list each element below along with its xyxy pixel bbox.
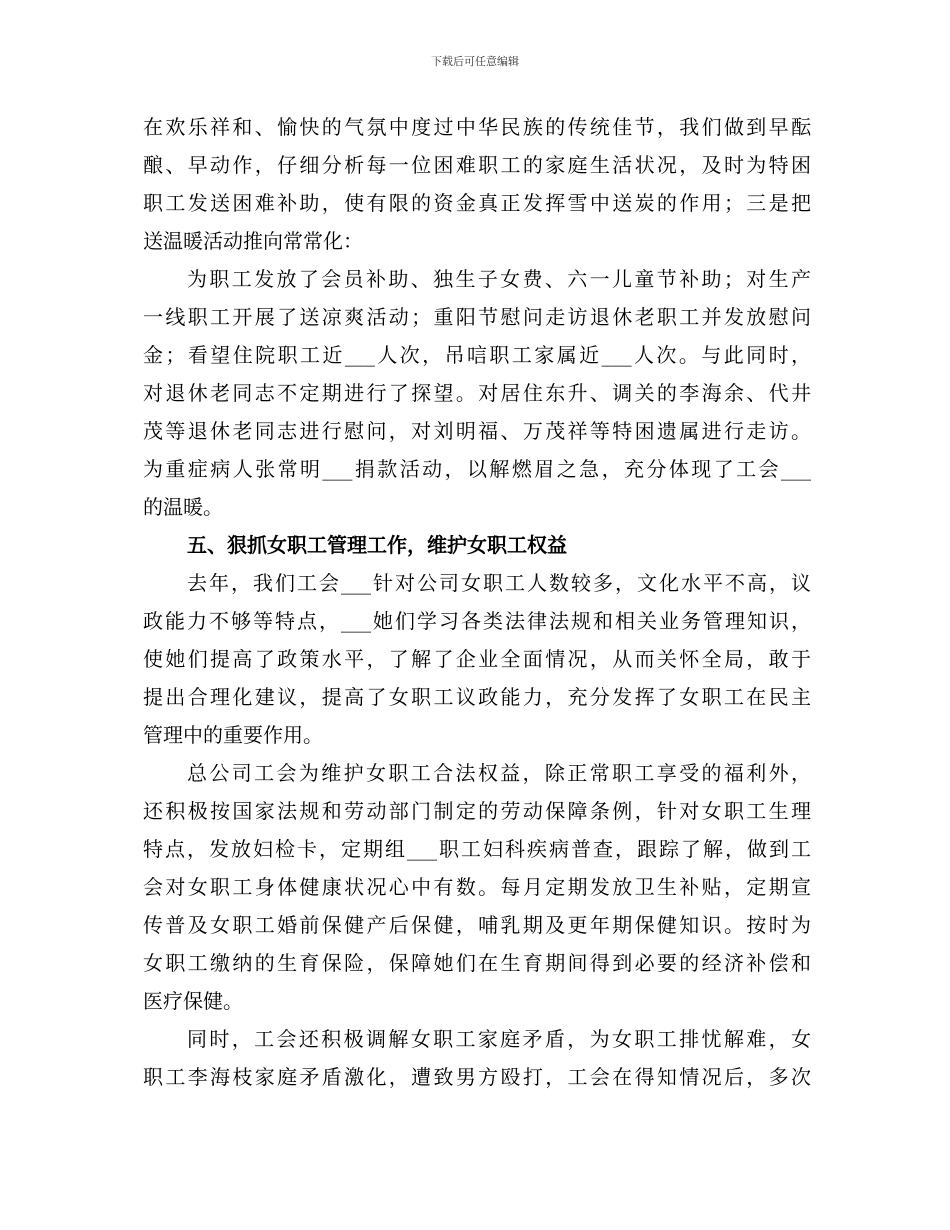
text-line: 茂等退休老同志进行慰问，对刘明福、万茂祥等特困遗属进行走访。	[143, 419, 811, 443]
text-line: 会对女职工身体健康状况心中有数。每月定期发放卫生补贴，定期宣	[143, 875, 811, 899]
text-line: 的温暖。	[143, 495, 223, 519]
text-line: 女职工缴纳的生育保险，保障她们在生育期间得到必要的经济补偿和	[143, 951, 811, 975]
text-line: 总公司工会为维护女职工合法权益，除正常职工享受的福利外，	[187, 761, 811, 785]
text-line: 酿、早动作，仔细分析每一位困难职工的家庭生活状况，及时为特困	[143, 153, 811, 177]
text-line: 一线职工开展了送凉爽活动；重阳节慰问走访退休老职工并发放慰问	[143, 305, 811, 329]
text-line: 使她们提高了政策水平，了解了企业全面情况，从而关怀全局，敢于	[143, 647, 811, 671]
paragraph-3	[143, 564, 811, 754]
text-line: 政能力不够等特点，___她们学习各类法律法规和相关业务管理知识，	[143, 609, 811, 633]
section-heading: 五、狠抓女职工管理工作，维护女职工权益	[187, 533, 567, 557]
text-line: 传普及女职工婚前保健产后保健，哺乳期及更年期保健知识。按时为	[143, 913, 811, 937]
text-line: 金；看望住院职工近___人次，吊唁职工家属近___人次。与此同时，	[143, 343, 811, 367]
text-line: 提出合理化建议，提高了女职工议政能力，充分发挥了女职工在民主	[143, 685, 811, 709]
text-line: 医疗保健。	[143, 989, 243, 1013]
text-line: 同时，工会还积极调解女职工家庭矛盾，为女职工排忧解难，女	[187, 1027, 811, 1051]
text-line: 职工发送困难补助，使有限的资金真正发挥雪中送炭的作用；三是把	[143, 191, 811, 215]
text-line: 在欢乐祥和、愉快的气氛中度过中华民族的传统佳节，我们做到早酝	[143, 115, 811, 139]
page-header: 下载后可任意编辑	[431, 55, 519, 68]
text-line: 对退休老同志不定期进行了探望。对居住东升、调关的李海余、代井	[143, 381, 811, 405]
text-line: 送温暖活动推向常常化：	[143, 229, 363, 253]
text-line: 去年，我们工会___针对公司女职工人数较多，文化水平不高，议	[187, 571, 811, 595]
text-line: 职工李海枝家庭矛盾激化，遭致男方殴打，工会在得知情况后，多次	[143, 1065, 811, 1089]
text-line: 为重症病人张常明___捐款活动，以解燃眉之急，充分体现了工会___	[143, 457, 811, 481]
paragraph-5	[143, 1020, 811, 1096]
text-line: 特点，发放妇检卡，定期组___职工妇科疾病普查，跟踪了解，做到工	[143, 837, 811, 861]
paragraph-2	[143, 260, 811, 526]
document-body	[143, 108, 811, 1096]
paragraph-1	[143, 108, 811, 260]
text-line: 还积极按国家法规和劳动部门制定的劳动保障条例，针对女职工生理	[143, 799, 811, 823]
paragraph-4	[143, 754, 811, 1020]
text-line: 为职工发放了会员补助、独生子女费、六一儿童节补助；对生产	[187, 267, 811, 291]
text-line: 管理中的重要作用。	[143, 723, 323, 747]
